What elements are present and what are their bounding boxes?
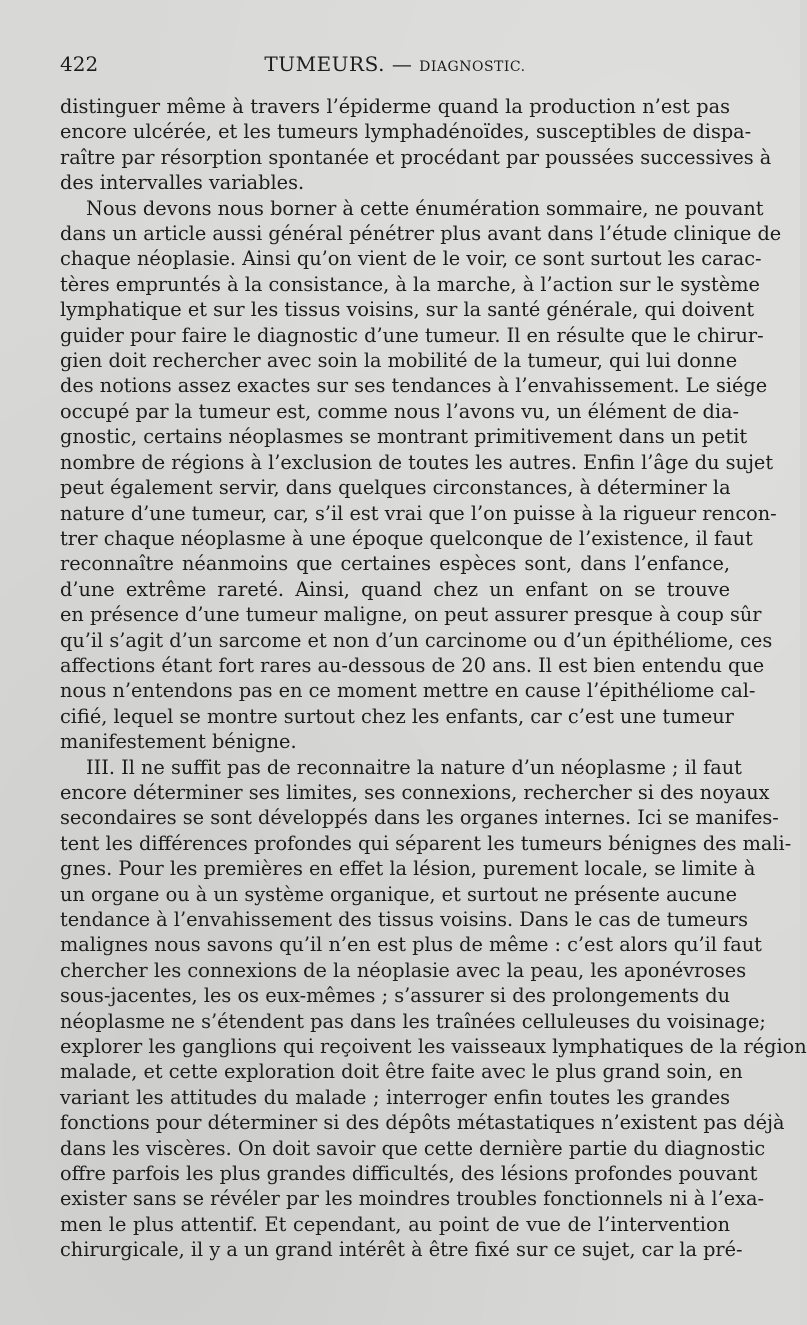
text-line: encore déterminer ses limites, ses connexions, rechercher si des noyaux (60, 780, 770, 804)
text-line: variant les attitudes du malade ; interroger enfin toutes les grandes (60, 1085, 730, 1109)
text-line: nous n’entendons pas en ce moment mettre en cause l’épithéliome cal- (60, 679, 756, 703)
text-line: manifestement bénigne. (60, 730, 297, 754)
text-line: trer chaque néoplasme à une époque quelconque de l’existence, il faut (60, 526, 753, 550)
text-line: sous-jacentes, les os eux-mêmes ; s’assurer si des prolongements du (60, 984, 730, 1008)
running-title (130, 52, 730, 76)
text-line: tendance à l’envahissement des tissus voisins. Dans le cas de tumeurs (60, 908, 748, 931)
running-title-dash: — (391, 52, 413, 76)
text-line: reconnaître néanmoins que certaines espèces sont, dans l’enfance, (60, 552, 730, 576)
body-text (60, 94, 807, 1263)
text-line: chirurgicale, il y a un grand intérêt à être fixé sur ce sujet, car la pré- (60, 1238, 743, 1262)
text-line: des notions assez exactes sur ses tendances à l’envahissement. Le siége (60, 374, 768, 398)
text-line: un organe ou à un système organique, et surtout ne présente aucune (60, 882, 738, 906)
text-line: gnostic, certains néoplasmes se montrant primitivement dans un petit (60, 425, 748, 449)
text-line: III. Il ne suffit pas de reconnaitre la nature d’un néoplasme ; il faut (86, 755, 742, 779)
text-line: guider pour faire le diagnostic d’une tumeur. Il en résulte que le chirur- (60, 323, 764, 347)
text-line: peut également servir, dans quelques circonstances, à déterminer la (60, 476, 731, 500)
text-line: gien doit rechercher avec soin la mobilité de la tumeur, qui lui donne (60, 349, 738, 373)
text-line: cifié, lequel se montre surtout chez les enfants, car c’est une tumeur (60, 704, 734, 728)
text-line: fonctions pour déterminer si des dépôts métastatiques n’existent pas déjà (60, 1111, 785, 1135)
text-line: tères empruntés à la consistance, à la marche, à l’action sur le système (60, 272, 760, 296)
text-line: raître par résorption spontanée et procédant par poussées successives à (60, 145, 772, 169)
page-number: 422 (60, 52, 99, 76)
text-line: nature d’une tumeur, car, s’il est vrai que l’on puisse à la rigueur rencon- (60, 501, 777, 525)
text-line: distinguer même à travers l’épiderme quand la production n’est pas (60, 95, 730, 118)
text-line: en présence d’une tumeur maligne, on peut assurer presque à coup sûr (60, 603, 762, 627)
text-line: néoplasme ne s’étendent pas dans les traînées celluleuses du voisinage; (60, 1009, 766, 1033)
text-line: offre parfois les plus grandes difficultés, des lésions profondes pouvant (60, 1162, 758, 1186)
running-head (60, 52, 730, 86)
running-title-main: TUMEURS. (264, 52, 385, 76)
text-line: nombre de régions à l’exclusion de toutes les autres. Enfin l’âge du sujet (60, 450, 774, 474)
text-line: occupé par la tumeur est, comme nous l’avons vu, un élément de dia- (60, 399, 740, 423)
text-line: explorer les ganglions qui reçoivent les vaisseaux lymphatiques de la région (60, 1035, 807, 1059)
text-line: gnes. Pour les premières en effet la lésion, purement locale, se limite à (60, 857, 756, 881)
text-line: dans les viscères. On doit savoir que cette dernière partie du diagnostic (60, 1136, 766, 1160)
text-line: secondaires se sont développés dans les organes internes. Ici se manifes- (60, 806, 779, 830)
text-line: chercher les connexions de la néoplasie avec la peau, les aponévroses (60, 958, 747, 982)
text-line: exister sans se révéler par les moindres troubles fonctionnels ni à l’exa- (60, 1187, 765, 1211)
text-line: des intervalles variables. (60, 171, 305, 195)
text-line: encore ulcérée, et les tumeurs lymphadénoïdes, susceptibles de dispa- (60, 120, 752, 144)
text-line: men le plus attentif. Et cependant, au point de vue de l’intervention (60, 1212, 730, 1236)
running-title-section: DIAGNOSTIC. (419, 59, 526, 75)
text-line: tent les différences profondes qui séparent les tumeurs bénignes des mali- (60, 831, 792, 855)
text-line: chaque néoplasie. Ainsi qu’on vient de le voir, ce sont surtout les carac- (60, 247, 762, 271)
text-line: Nous devons nous borner à cette énumération sommaire, ne pouvant (86, 196, 764, 220)
text-line: malade, et cette exploration doit être faite avec le plus grand soin, en (60, 1060, 743, 1084)
text-line: d’une extrême rareté. Ainsi, quand chez un enfant on se trouve (60, 577, 730, 601)
text-line: malignes nous savons qu’il n’en est plus de même : c’est alors qu’il faut (60, 933, 762, 957)
text-line: dans un article aussi général pénétrer plus avant dans l’étude clinique de (60, 222, 782, 246)
text-line: lymphatique et sur les tissus voisins, sur la santé générale, qui doivent (60, 298, 755, 322)
text-line: affections étant fort rares au-dessous de 20 ans. Il est bien entendu que (60, 653, 765, 677)
text-line: qu’il s’agit d’un sarcome et non d’un carcinome ou d’un épithéliome, ces (60, 628, 773, 652)
